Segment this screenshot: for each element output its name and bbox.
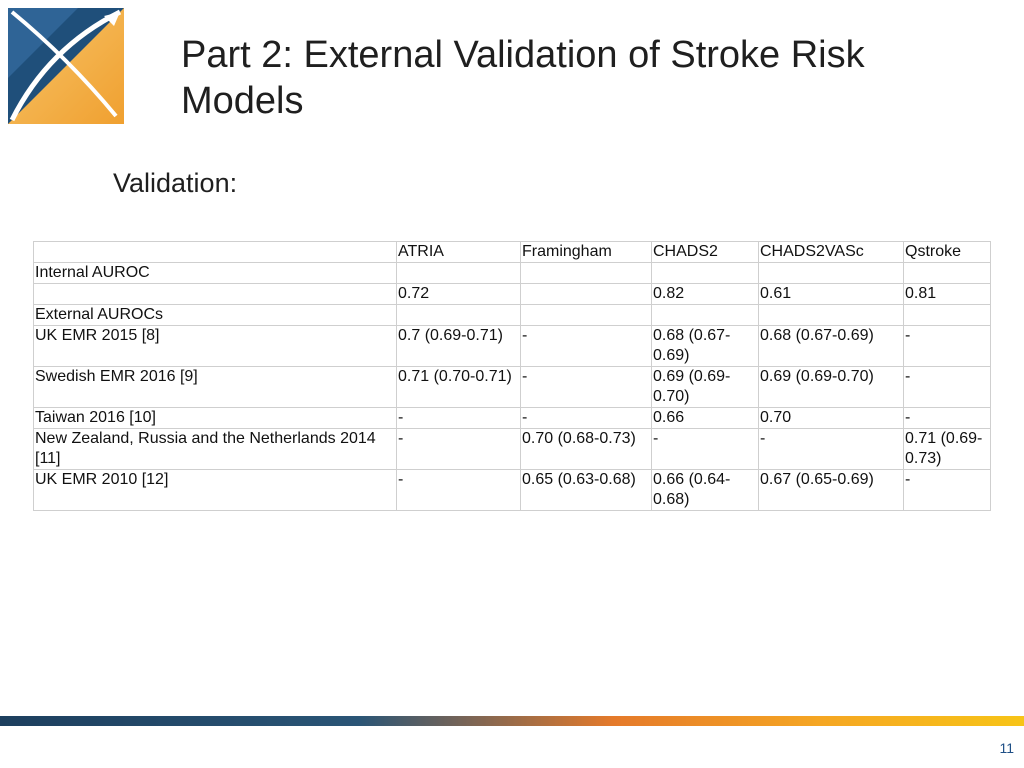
table-cell (759, 305, 904, 326)
table-cell: 0.70 (0.68-0.73) (521, 429, 652, 470)
table-cell: - (521, 408, 652, 429)
header-cell (34, 242, 397, 263)
table-cell: 0.66 (652, 408, 759, 429)
validation-table (33, 241, 991, 511)
table-row (34, 408, 991, 429)
table-row (34, 263, 991, 284)
table-row (34, 429, 991, 470)
table-cell: 0.70 (759, 408, 904, 429)
table-cell: 0.68 (0.67-0.69) (759, 326, 904, 367)
table-cell: Taiwan 2016 [10] (34, 408, 397, 429)
table-cell: 0.68 (0.67-0.69) (652, 326, 759, 367)
table-cell (397, 263, 521, 284)
table-cell: - (652, 429, 759, 470)
table-cell: 0.81 (904, 284, 991, 305)
table-cell: External AUROCs (34, 305, 397, 326)
table-cell (521, 284, 652, 305)
table-cell (397, 305, 521, 326)
table-cell: UK EMR 2015 [8] (34, 326, 397, 367)
table-cell: 0.69 (0.69-0.70) (759, 367, 904, 408)
table-row (34, 305, 991, 326)
slide-title: Part 2: External Validation of Stroke Risk Models (181, 34, 865, 122)
table-cell: 0.65 (0.63-0.68) (521, 470, 652, 511)
table-cell: 0.66 (0.64-0.68) (652, 470, 759, 511)
table-cell: 0.69 (0.69-0.70) (652, 367, 759, 408)
table-cell: Swedish EMR 2016 [9] (34, 367, 397, 408)
table-cell: - (397, 408, 521, 429)
table-header-row (34, 242, 991, 263)
table-row (34, 284, 991, 305)
header-cell: Framingham (521, 242, 652, 263)
table-cell: 0.7 (0.69-0.71) (397, 326, 521, 367)
table-cell: - (904, 326, 991, 367)
table-cell: - (397, 470, 521, 511)
table-cell (521, 263, 652, 284)
table-cell: - (904, 470, 991, 511)
table-row (34, 367, 991, 408)
header-cell: CHADS2VASc (759, 242, 904, 263)
table-cell: - (397, 429, 521, 470)
table-cell: - (521, 367, 652, 408)
table-cell: - (521, 326, 652, 367)
page-number: 11 (999, 740, 1014, 756)
table-cell: Internal AUROC (34, 263, 397, 284)
table-cell: - (759, 429, 904, 470)
header-cell: CHADS2 (652, 242, 759, 263)
table-cell: - (904, 408, 991, 429)
table-cell (652, 305, 759, 326)
table-cell: 0.72 (397, 284, 521, 305)
table-cell: 0.67 (0.65-0.69) (759, 470, 904, 511)
table-cell: 0.71 (0.69-0.73) (904, 429, 991, 470)
table-cell: 0.71 (0.70-0.71) (397, 367, 521, 408)
table-cell (904, 305, 991, 326)
footer-color-bar (0, 716, 1024, 726)
ohdsi-logo-icon (8, 8, 124, 124)
table-cell (904, 263, 991, 284)
table-cell (34, 284, 397, 305)
table-row (34, 326, 991, 367)
table-cell: UK EMR 2010 [12] (34, 470, 397, 511)
table-cell: 0.61 (759, 284, 904, 305)
header-cell: ATRIA (397, 242, 521, 263)
table-row (34, 470, 991, 511)
table-cell: 0.82 (652, 284, 759, 305)
table-cell: - (904, 367, 991, 408)
header-cell: Qstroke (904, 242, 991, 263)
table-cell (652, 263, 759, 284)
table-cell (521, 305, 652, 326)
table-cell (759, 263, 904, 284)
table-cell: New Zealand, Russia and the Netherlands 2014 [11] (34, 429, 397, 470)
slide-subtitle: Validation: (113, 168, 238, 198)
